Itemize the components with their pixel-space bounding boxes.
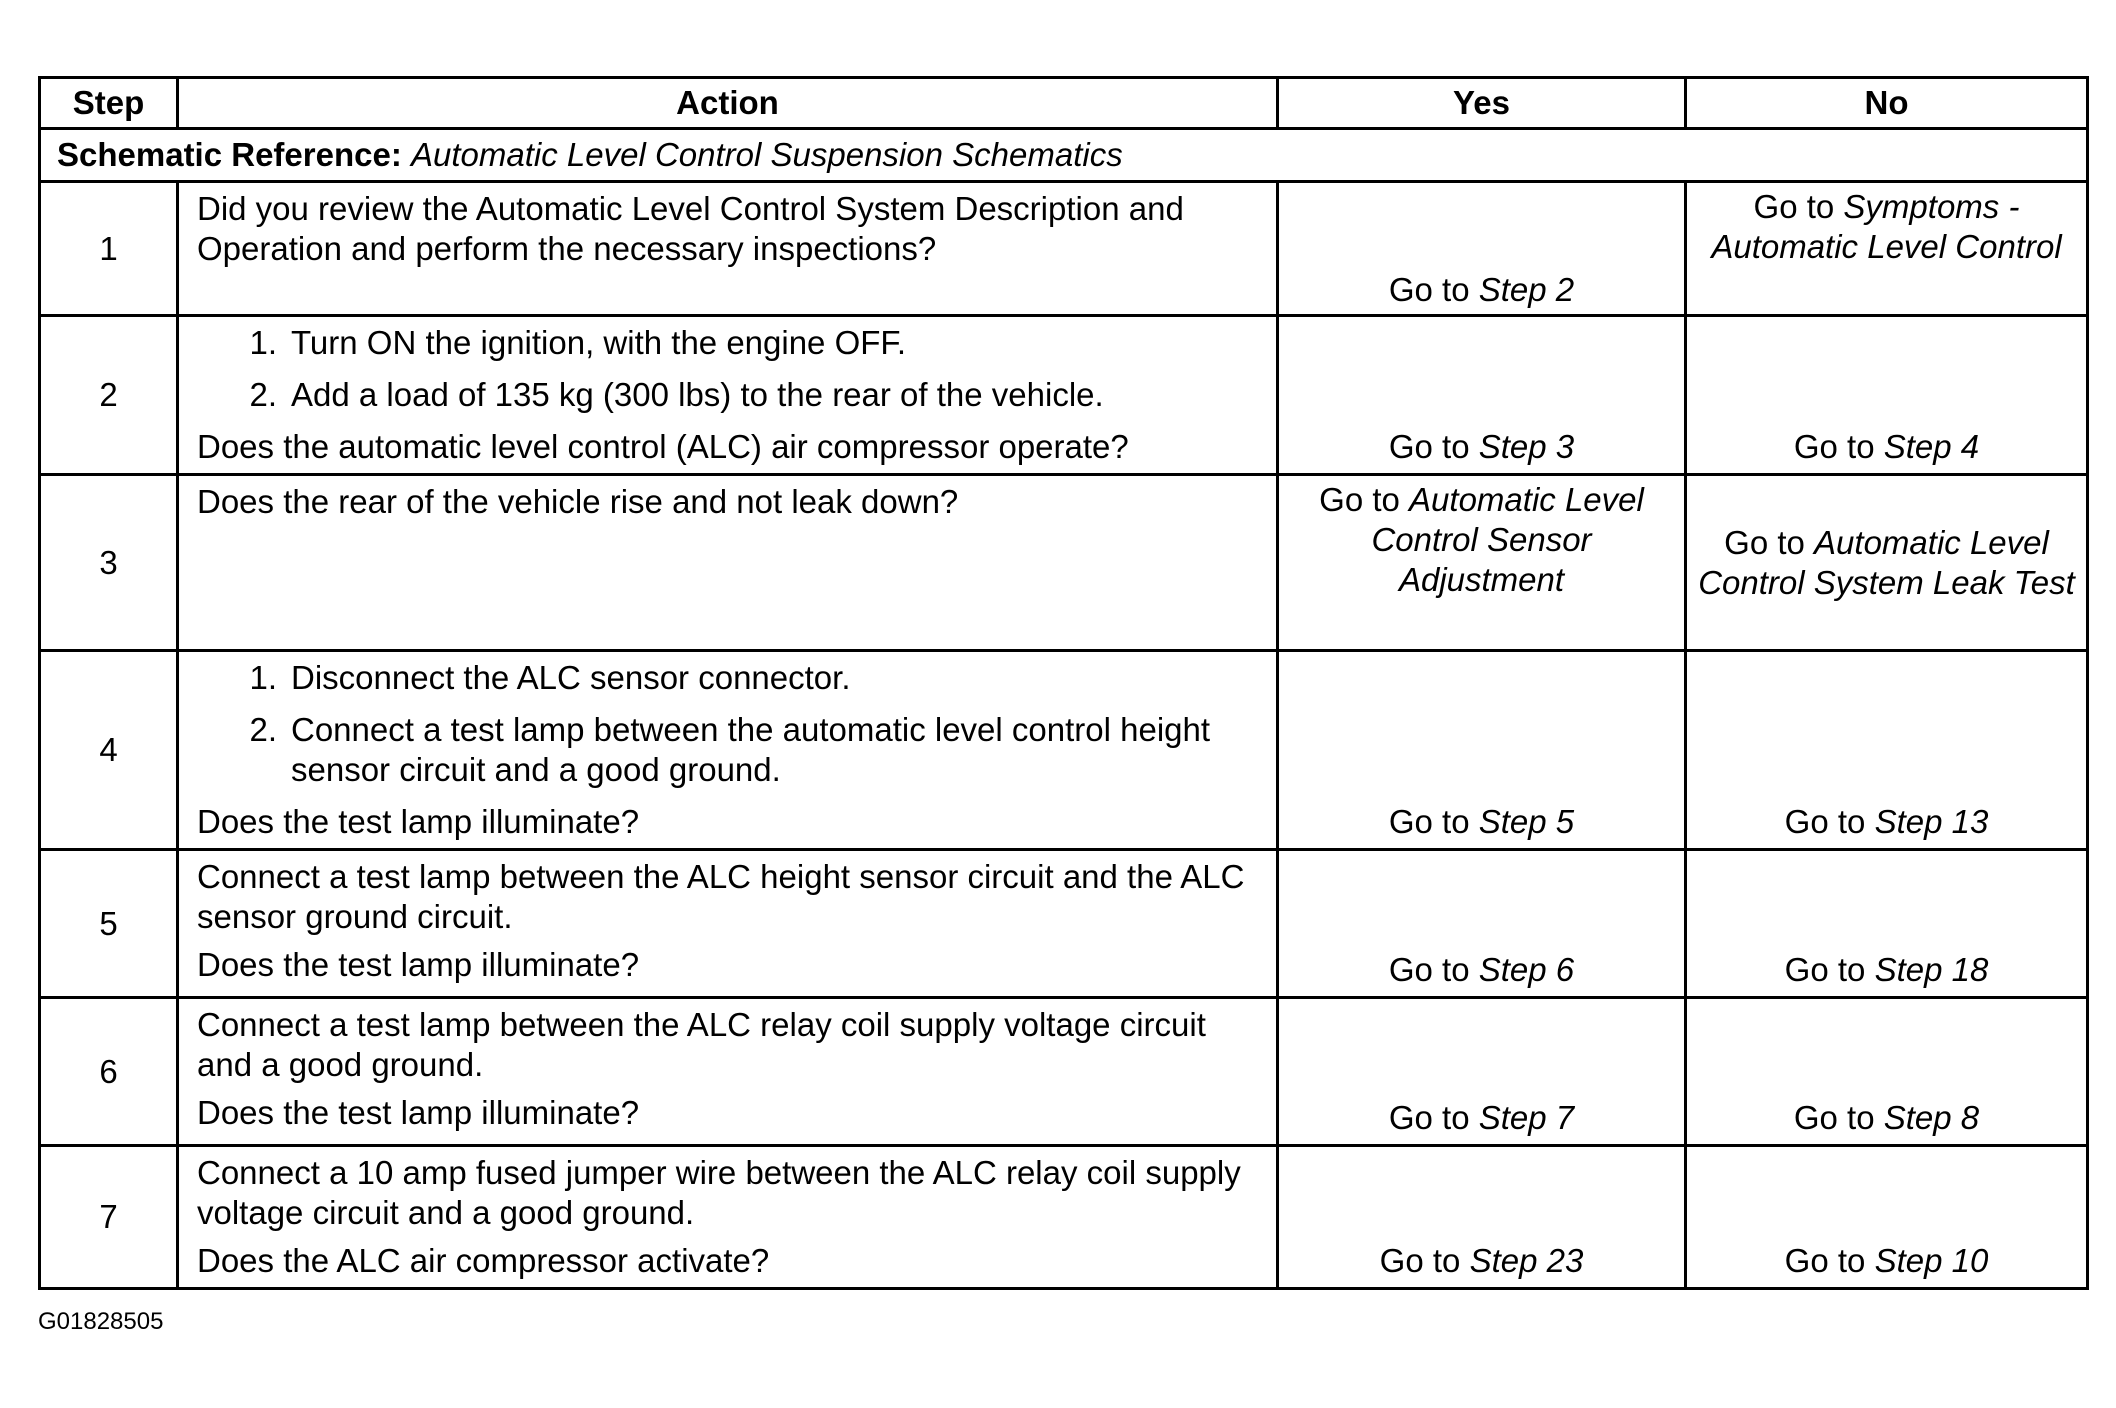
no-cell — [1686, 1146, 2088, 1289]
step-number: 7 — [40, 1146, 178, 1289]
action-question: Does the test lamp illuminate? — [197, 946, 640, 983]
schematic-row — [40, 129, 2088, 182]
no-prefix: Go to — [1793, 428, 1875, 465]
no-link[interactable]: Step 13 — [1874, 803, 1989, 840]
action-text: Connect a test lamp between the ALC height sensor circuit and the ALC sensor ground circuit. — [197, 858, 1245, 935]
yes-link[interactable]: Step 5 — [1478, 803, 1575, 840]
table-row — [40, 850, 2088, 998]
yes-prefix: Go to — [1388, 271, 1470, 308]
header-action: Action — [178, 78, 1278, 129]
yes-prefix: Go to — [1388, 428, 1470, 465]
header-no: No — [1686, 78, 2088, 129]
yes-cell — [1278, 316, 1686, 475]
action-question: Does the ALC air compressor activate? — [197, 1242, 770, 1279]
no-prefix: Go to — [1724, 523, 1805, 561]
table-row — [40, 316, 2088, 475]
no-cell — [1686, 850, 2088, 998]
step-number: 3 — [40, 475, 178, 651]
table-row — [40, 475, 2088, 651]
yes-link[interactable]: Step 2 — [1478, 271, 1575, 308]
action-text: Does the rear of the vehicle rise and not leak down? — [197, 483, 959, 520]
no-prefix: Go to — [1793, 1099, 1875, 1136]
list-item: 2. Connect a test lamp between the automatic level control height sensor circuit and a good ground. — [249, 711, 1211, 788]
table-row — [40, 182, 2088, 316]
yes-prefix: Go to — [1379, 1242, 1461, 1279]
diagnostic-table — [38, 76, 2089, 1290]
yes-link[interactable]: Step 23 — [1469, 1242, 1584, 1279]
yes-prefix: Go to — [1388, 803, 1470, 840]
yes-cell — [1278, 998, 1686, 1146]
action-text: Connect a 10 amp fused jumper wire between the ALC relay coil supply voltage circuit and a good ground. — [197, 1154, 1241, 1231]
action-cell — [178, 651, 1278, 850]
list-item: 2. Add a load of 135 kg (300 lbs) to the rear of the vehicle. — [249, 376, 1104, 413]
step-number: 2 — [40, 316, 178, 475]
yes-prefix: Go to — [1319, 481, 1400, 518]
step-number: 5 — [40, 850, 178, 998]
action-cell — [178, 998, 1278, 1146]
yes-cell — [1278, 182, 1686, 316]
yes-cell — [1278, 475, 1686, 651]
action-question: Does the test lamp illuminate? — [197, 803, 640, 840]
yes-prefix: Go to — [1388, 951, 1470, 988]
no-link[interactable]: Step 18 — [1874, 951, 1989, 988]
header-yes: Yes — [1278, 78, 1686, 129]
action-steps — [197, 658, 1262, 790]
no-cell — [1686, 182, 2088, 316]
no-prefix: Go to — [1784, 1242, 1866, 1279]
step-number: 6 — [40, 998, 178, 1146]
step-number: 1 — [40, 182, 178, 316]
action-question: Does the test lamp illuminate? — [197, 1094, 640, 1131]
action-cell — [178, 475, 1278, 651]
yes-cell — [1278, 651, 1686, 850]
action-text: Did you review the Automatic Level Control System Description and Operation and perform the necessary inspections? — [197, 190, 1184, 267]
list-item: 1. Turn ON the ignition, with the engine OFF. — [249, 324, 907, 361]
yes-link[interactable]: Step 6 — [1478, 951, 1575, 988]
header-row — [40, 78, 2088, 129]
action-cell — [178, 1146, 1278, 1289]
no-link[interactable]: Step 4 — [1883, 428, 1980, 465]
no-prefix: Go to — [1753, 188, 1835, 225]
action-cell — [178, 850, 1278, 998]
header-step: Step — [40, 78, 178, 129]
no-prefix: Go to — [1784, 951, 1866, 988]
no-prefix: Go to — [1784, 803, 1866, 840]
step-number: 4 — [40, 651, 178, 850]
yes-prefix: Go to — [1388, 1099, 1470, 1136]
no-link[interactable]: Automatic Level Control System Leak Test — [1698, 523, 2075, 601]
no-link[interactable]: Step 8 — [1883, 1099, 1980, 1136]
action-cell — [178, 316, 1278, 475]
schematic-link[interactable]: Automatic Level Control Suspension Schematics — [411, 136, 1123, 173]
action-text: Connect a test lamp between the ALC relay coil supply voltage circuit and a good ground. — [197, 1006, 1206, 1083]
schematic-reference — [40, 129, 2088, 182]
yes-link[interactable]: Step 7 — [1478, 1099, 1575, 1136]
yes-cell — [1278, 1146, 1686, 1289]
no-cell — [1686, 475, 2088, 651]
table-row — [40, 998, 2088, 1146]
no-cell — [1686, 998, 2088, 1146]
no-cell — [1686, 316, 2088, 475]
action-steps — [197, 323, 1262, 415]
action-cell — [178, 182, 1278, 316]
schematic-label: Schematic Reference: — [57, 136, 402, 173]
yes-link[interactable]: Automatic Level Control Sensor Adjustment — [1371, 481, 1644, 598]
no-cell — [1686, 651, 2088, 850]
figure-code: G01828505 — [38, 1308, 164, 1335]
no-link[interactable]: Symptoms - Automatic Level Control — [1711, 188, 2062, 265]
action-question: Does the automatic level control (ALC) air compressor operate? — [197, 428, 1129, 465]
yes-cell — [1278, 850, 1686, 998]
table-row — [40, 651, 2088, 850]
list-item: 1. Disconnect the ALC sensor connector. — [249, 659, 851, 696]
no-link[interactable]: Step 10 — [1874, 1242, 1989, 1279]
yes-link[interactable]: Step 3 — [1478, 428, 1575, 465]
table-row — [40, 1146, 2088, 1289]
